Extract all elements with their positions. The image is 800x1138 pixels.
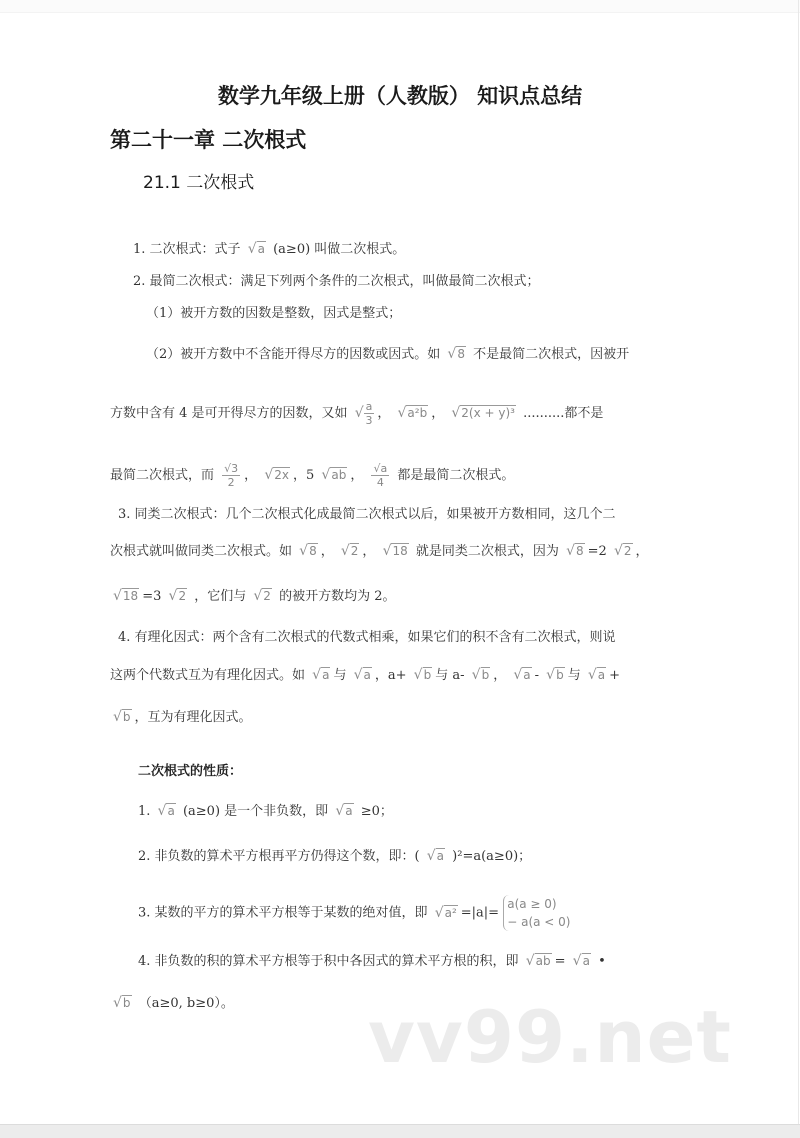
radical: √b bbox=[413, 667, 432, 683]
radical: √ab bbox=[321, 467, 347, 483]
property-4: 4. 非负数的积的算术平方根等于积中各因式的算术平方根的积，即 √ab = √a • bbox=[138, 953, 606, 969]
item-3-1: 3. 同类二次根式：几个二次根式化成最简二次根式以后，如果被开方数相同，这几个二 bbox=[118, 507, 616, 522]
text: 次根式就叫做同类二次根式。如 bbox=[110, 544, 293, 559]
item-1 bbox=[133, 238, 405, 257]
radical: √b bbox=[113, 995, 131, 1011]
radical: √a bbox=[335, 803, 353, 819]
property-3: 3. 某数的平方的算术平方根等于某数的绝对值，即 √a² =|a|= a(a ≥ 0) − a(a < 0) bbox=[138, 897, 571, 929]
text: （2）被开方数中不含能开得尽方的因数或因式。如 bbox=[146, 347, 441, 362]
item-4-1: 4. 有理化因式：两个含有二次根式的代数式相乘，如果它们的积不含有二次根式，则说 bbox=[118, 630, 616, 645]
fraction: $\frac{√3}{2}$ bbox=[224, 462, 239, 489]
text: 都是最简二次根式。 bbox=[397, 468, 515, 483]
text: 这两个代数式互为有理化因式。如 bbox=[110, 668, 306, 683]
radical: √18 bbox=[382, 543, 408, 559]
radical: √a²b bbox=[397, 405, 428, 421]
watermark: vv99.net bbox=[368, 995, 732, 1079]
text: (a≥0) 叫做二次根式。 bbox=[273, 242, 406, 257]
radical: √b bbox=[546, 667, 564, 683]
radical: √a bbox=[157, 803, 175, 819]
radical-fraction: √ $\frac{a}{3}$ bbox=[354, 400, 373, 427]
text: ，它们与 bbox=[194, 589, 247, 604]
radical: √b bbox=[471, 667, 490, 683]
radical: √8 bbox=[299, 543, 317, 559]
item-2-1: （1）被开方数的因数是整数，因式是整式； bbox=[146, 306, 402, 321]
text: 1. 二次根式：式子 bbox=[133, 242, 241, 257]
radical: √2(x + y)³ bbox=[451, 405, 515, 421]
radical: √2x bbox=[264, 467, 289, 483]
item-3-3: √18 =3 √2 ，它们与 √2 的被开方数均为 2。 bbox=[113, 588, 396, 604]
chapter-heading: 第二十一章 二次根式 bbox=[110, 128, 307, 152]
piecewise-cases: a(a ≥ 0) − a(a < 0) bbox=[503, 895, 570, 931]
radical: √2 bbox=[613, 543, 632, 559]
text: 最简二次根式，而 bbox=[110, 468, 215, 483]
item-2: 2. 最简二次根式：满足下列两个条件的二次根式，叫做最简二次根式； bbox=[133, 274, 540, 289]
document-title: 数学九年级上册（人教版） 知识点总结 bbox=[217, 84, 583, 108]
radical: √18 bbox=[113, 588, 139, 604]
radical: √a bbox=[247, 241, 265, 257]
radical: √2 bbox=[340, 543, 359, 559]
item-4-3: √b ，互为有理化因式。 bbox=[113, 709, 252, 725]
radical: √ab bbox=[525, 953, 551, 969]
property-2: 2. 非负数的算术平方根再平方仍得这个数，即：( √a )²=a(a≥0)； bbox=[138, 848, 532, 864]
radical: √2 bbox=[253, 588, 271, 604]
text: 方数中含有 4 是可开得尽方的因数，又如 bbox=[110, 406, 348, 421]
radical: √a² bbox=[434, 904, 457, 921]
fraction: $\frac{√a}{4}$ bbox=[373, 462, 388, 489]
property-4-cont: √b （a≥0, b≥0）。 bbox=[113, 995, 234, 1011]
text: 就是同类二次根式，因为 bbox=[415, 544, 559, 559]
item-2-4: 最简二次根式，而 $\frac{√3}{2}$ ， √2x ，5 √ab ， $\frac{√a}{4}$ 都是最简二次根式。 bbox=[110, 462, 515, 489]
section-heading: 21.1 二次根式 bbox=[143, 173, 255, 193]
page-right-edge bbox=[798, 0, 799, 1124]
radical: √a bbox=[353, 667, 371, 683]
page-bottom-edge bbox=[0, 1124, 800, 1138]
radical: √2 bbox=[168, 588, 187, 604]
radical: √a bbox=[312, 667, 330, 683]
item-2-3: 方数中含有 4 是可开得尽方的因数，又如 √ $\frac{a}{3}$ ， √a²b ， √2(x + y)³ ..........都不是 bbox=[110, 400, 604, 427]
radical: √8 bbox=[566, 543, 584, 559]
text: 不是最简二次根式，因被开 bbox=[473, 347, 630, 362]
radical: √a bbox=[513, 667, 531, 683]
radical: √a bbox=[587, 667, 606, 683]
text: 的被开方数均为 2。 bbox=[279, 589, 396, 604]
page-top-edge bbox=[0, 0, 800, 13]
radical: √b bbox=[113, 709, 131, 725]
item-3-2: 次根式就叫做同类二次根式。如 √8 ， √2 ， √18 就是同类二次根式，因为 √8 =2 √2 ， bbox=[110, 543, 649, 559]
radical: √a bbox=[426, 848, 445, 864]
properties-heading: 二次根式的性质： bbox=[138, 764, 243, 779]
text: ..........都不是 bbox=[523, 406, 604, 421]
radical: √8 bbox=[447, 346, 465, 362]
radical: √a bbox=[572, 953, 590, 969]
property-1: 1. √a (a≥0) 是一个非负数，即 √a ≥0； bbox=[138, 803, 393, 819]
item-4-2: 这两个代数式互为有理化因式。如 √a 与 √a ，a+ √b 与 a- √b ， √a - √b 与 √a + bbox=[110, 667, 621, 683]
item-2-2 bbox=[146, 343, 629, 362]
